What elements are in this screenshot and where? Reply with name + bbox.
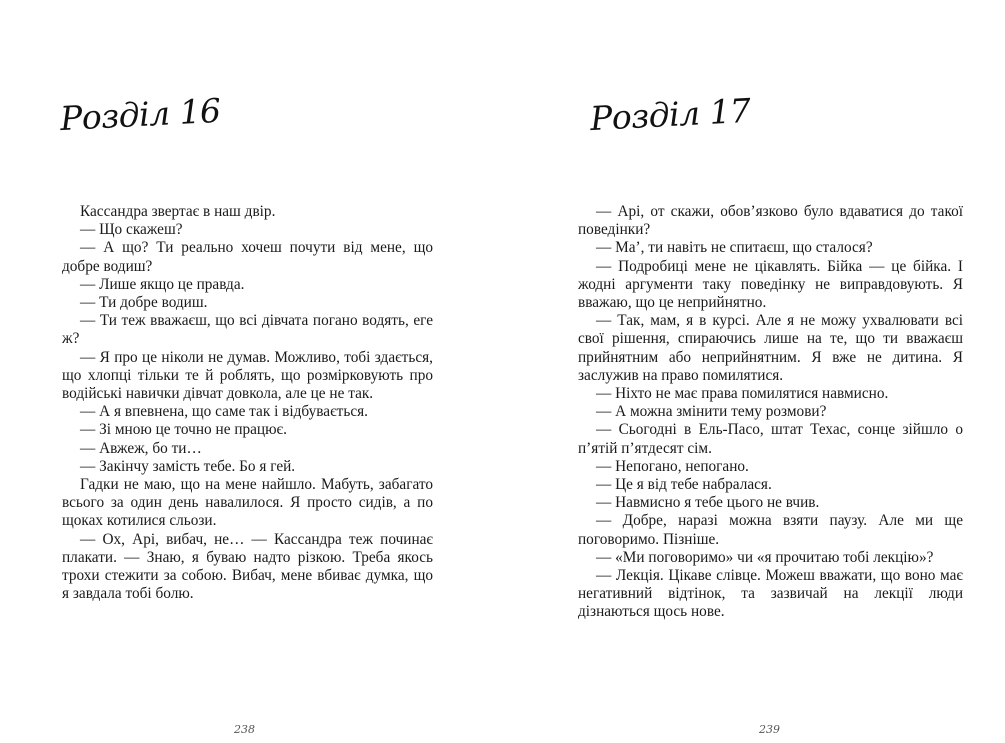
paragraph: Кассандра звертає в наш двір. [80,203,276,220]
paragraph: — А я впевнена, що саме так і відбувається. [80,403,368,421]
paragraph: — Лише якщо це правда. [80,275,245,293]
paragraph: — Подробиці мене не цікавлять. Бійка — це бійка. І жодні аргументи таку поведінку не виправдовують. Я вважаю, що це неприйнятно. [578,257,963,312]
paragraph: — Ніхто не має права помилятися навмисно. [596,385,889,403]
paragraph: — Непогано, непогано. [596,457,749,475]
chapter-title: Розділ 16 [59,90,222,139]
paragraph: — Добре, наразі можна взяти паузу. Але ми ще поговоримо. Пізніше. [578,512,963,548]
body-text [62,203,433,603]
paragraph: — Закінчу замість тебе. Бо я гей. [80,457,296,475]
right-page [502,0,1005,743]
left-page [0,0,502,743]
paragraph: — Ти добре водиш. [80,294,208,312]
paragraph: — Авжеж, бо ти… [80,439,202,457]
page-number: 238 [234,723,255,736]
paragraph: — Арі, от скажи, обов’язково було вдаватися до такої поведінки? [578,203,963,239]
paragraph: — «Ми поговоримо» чи «я прочитаю тобі лекцію»? [596,548,934,566]
paragraph: — Ма’, ти навіть не спитаєш, що сталося? [596,239,873,257]
paragraph: Гадки не маю, що на мене найшло. Мабуть, забагато всього за один день навалилося. Я просто сидів, а по щоках котилися сльози. [62,476,433,530]
paragraph: — Сьогодні в Ель-Пасо, штат Техас, сонце зійшло о п’ятій п’ятдесят сім. [578,421,963,457]
paragraph: — Я про це ніколи не думав. Можливо, тобі здається, що хлопці тільки те й роблять, що розмірковують про водійські навички дівчат довкола, але це не так. [62,348,433,403]
body-text [578,203,963,622]
paragraph: — Ох, Арі, вибач, не… — Кассандра теж починає плакати. — Знаю, я буваю надто різкою. Треба якось трохи стежити за собою. Вибач, мене вбиває думка, що я завдала тобі болю. [62,530,433,603]
chapter-title: Розділ 17 [589,90,752,139]
paragraph: — Що скажеш? [80,221,183,239]
paragraph: — Ти теж вважаєш, що всі дівчата погано водять, еге ж? [62,312,433,348]
paragraph: — Лекція. Цікаве слівце. Можеш вважати, що воно має негативний відтінок, та зазвичай на лекції люди дізнаються щось нове. [578,567,963,621]
paragraph: — Зі мною це точно не працює. [80,421,287,439]
paragraph: — Так, мам, я в курсі. Але я не можу ухвалювати всі свої рішення, спираючись лише на те, що ти вважаєш прийнятним або неприйнятним. Я вже не дитина. Я заслужив на право помилятися. [578,312,963,384]
paragraph: — А що? Ти реально хочеш почути від мене, що добре водиш? [62,239,433,275]
paragraph: — А можна змінити тему розмови? [596,403,827,421]
page-number: 239 [759,723,780,736]
paragraph: — Навмисно я тебе цього не вчив. [596,494,820,512]
paragraph: — Це я від тебе набралася. [596,476,772,494]
